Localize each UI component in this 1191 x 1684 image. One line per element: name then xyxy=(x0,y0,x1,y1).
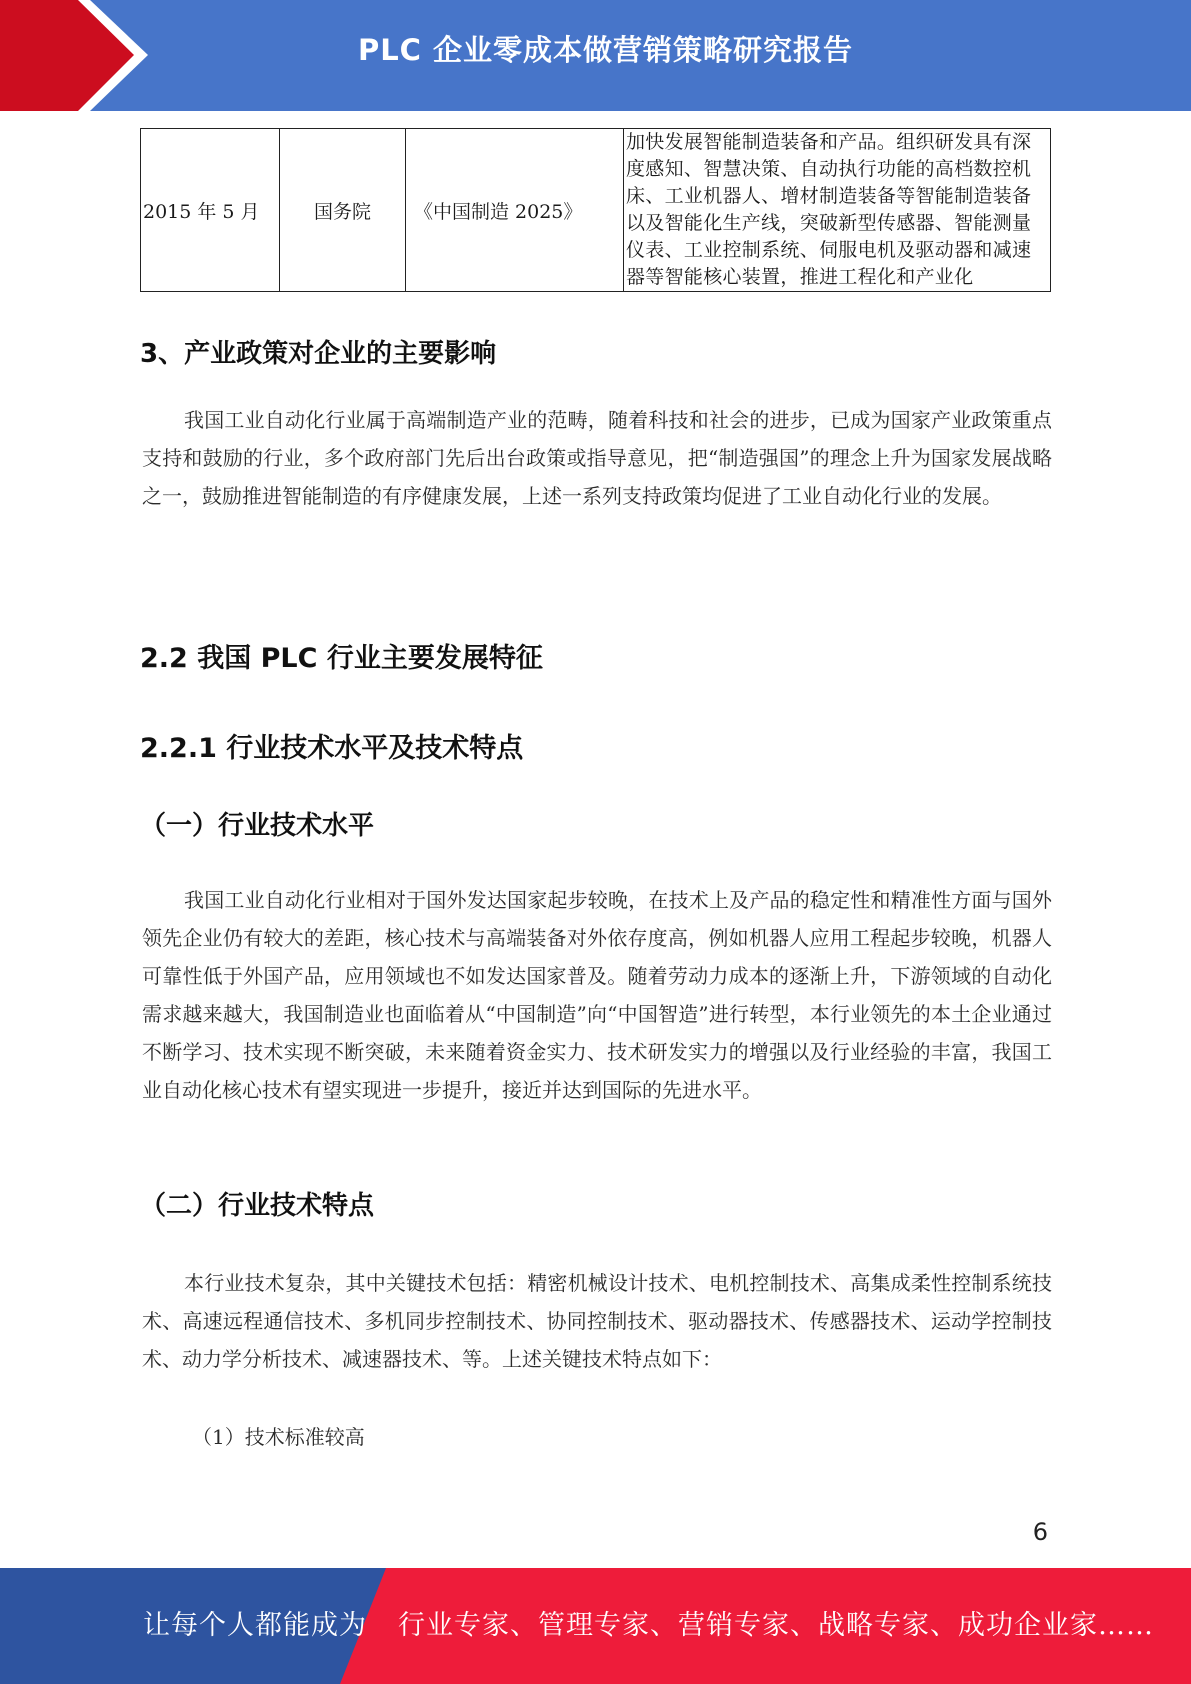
description-line: 度感知、智慧决策、自动执行功能的高档数控机 xyxy=(626,158,1032,180)
description-line: 器等智能核心装置，推进工程化和产业化 xyxy=(626,266,974,288)
page-footer xyxy=(0,1568,1191,1684)
table-cell-date: 2015 年 5 月 xyxy=(141,129,280,292)
description-line: 床、工业机器人、增材制造装备等智能制造装备 xyxy=(626,185,1032,207)
paragraph-policy-impact: 我国工业自动化行业属于高端制造产业的范畴，随着科技和社会的进步，已成为国家产业政策重点支持和鼓励的行业，多个政府部门先后出台政策或指导意见，把“制造强国”的理念上升为国家发展战略之一，鼓励推进智能制造的有序健康发展，上述一系列支持政策均促进了工业自动化行业的发展。 xyxy=(142,408,1052,508)
header-title: PLC 企业零成本做营销策略研究报告 xyxy=(357,33,854,67)
table-cell-org: 国务院 xyxy=(280,129,406,292)
table-cell-document: 《中国制造 2025》 xyxy=(406,129,624,292)
footer-slogan-right: 行业专家、管理专家、营销专家、战略专家、成功企业家…… xyxy=(398,1610,1154,1641)
page-number: 6 xyxy=(1032,1518,1048,1546)
section-heading-2-2-1: 2.2.1 行业技术水平及技术特点 xyxy=(140,733,524,764)
section-heading-policy-impact: 3、产业政策对企业的主要影响 xyxy=(140,339,497,369)
footer-slogan-left: 让每个人都能成为 xyxy=(143,1610,367,1641)
section-heading-2-2: 2.2 我国 PLC 行业主要发展特征 xyxy=(140,643,543,674)
description-line: 以及智能化生产线，突破新型传感器、智能测量 xyxy=(626,212,1032,234)
table-cell-description xyxy=(624,129,1051,292)
list-item-tech-standard: （1）技术标准较高 xyxy=(192,1425,365,1449)
subsection-heading-tech-level: （一）行业技术水平 xyxy=(140,811,375,841)
description-line: 加快发展智能制造装备和产品。组织研发具有深 xyxy=(626,131,1032,153)
paragraph-tech-level: 我国工业自动化行业相对于国外发达国家起步较晚，在技术上及产品的稳定性和精准性方面与国外领先企业仍有较大的差距，核心技术与高端装备对外依存度高，例如机器人应用工程起步较晚，机器人可靠性低于外国产品，应用领域也不如发达国家普及。随着劳动力成本的逐渐上升，下游领域的自动化需求越来越大，我国制造业也面临着从“中国制造”向“中国智造”进行转型，本行业领先的本土企业通过不断学习、技术实现不断突破，未来随着资金实力、技术研发实力的增强以及行业经验的丰富，我国工业自动化核心技术有望实现进一步提升，接近并达到国际的先进水平。 xyxy=(142,888,1052,1102)
description-line: 仪表、工业控制系统、伺服电机及驱动器和减速 xyxy=(626,239,1032,261)
subsection-heading-tech-features: （二）行业技术特点 xyxy=(140,1191,375,1221)
policy-table xyxy=(140,128,1051,292)
paragraph-tech-features: 本行业技术复杂，其中关键技术包括：精密机械设计技术、电机控制技术、高集成柔性控制系统技术、高速远程通信技术、多机同步控制技术、协同控制技术、驱动器技术、传感器技术、运动学控制技术、动力学分析技术、减速器技术、等。上述关键技术特点如下： xyxy=(142,1271,1052,1371)
table-row xyxy=(141,129,1051,292)
page-header xyxy=(0,0,1191,111)
